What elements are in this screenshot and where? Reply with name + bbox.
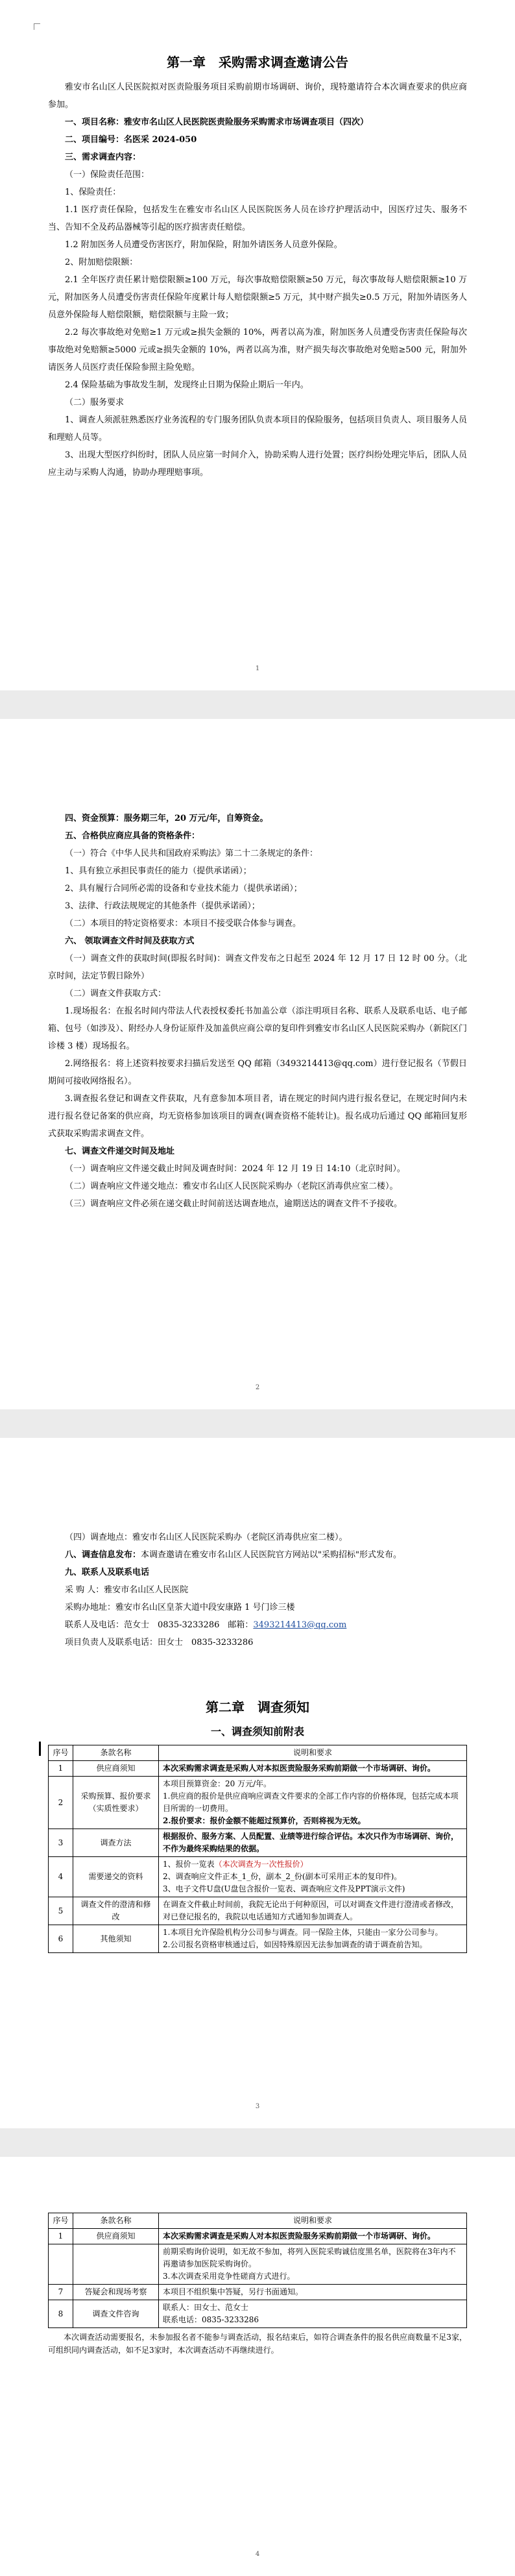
submission-location: （二）调查响应文件递交地点：雅安市名山区人民医院采购办（老院区消毒供应室二楼）。	[65, 1182, 398, 1191]
description-line: 在调查文件截止时间前，我院无论出于何种原因，可以对调查文件进行澄清或者修改，对已登记报名的，我院以电话通知方式通知参加调查人。	[163, 1900, 459, 1921]
description-line: 3、电子文件U盘(U盘包含报价一览表、调查响应文件及PPT演示文件)	[163, 1884, 405, 1893]
notice-table-title: 一、调查须知前附表	[210, 1725, 304, 1738]
submission-deadline: （一）调查响应文件递交截止时间及调查时间：2024 年 12 月 19 日 14:10（北京时间）。	[65, 1164, 405, 1174]
description-line: 前期采购询价说明，如无故不参加，将列入医院采购诚信度黑名单，医院将在3年内不再邀请参加医院采购询价。	[163, 2247, 456, 2268]
liability-1-2: 1.2 附加医务人员遭受伤害医疗，附加保险，附加外请医务人员意外保险。	[65, 240, 342, 250]
qualification-heading: 五、合格供应商应具备的资格条件：	[65, 831, 200, 841]
table-row	[49, 2229, 467, 2244]
row-clause: 调查文件的澄清和修改	[73, 1897, 159, 1925]
survey-location: （四）调查地点：雅安市名山区人民医院采购办（老院区消毒供应室二楼）。	[65, 1533, 348, 1542]
page-2	[0, 719, 515, 1409]
description-line: 本项目预算资金：20 万元/年。	[163, 1779, 272, 1788]
table-row	[49, 1829, 467, 1857]
header-no: 序号	[49, 1745, 73, 1761]
contact-heading: 九、联系人及联系电话	[65, 1568, 150, 1577]
row-number: 2	[49, 1777, 73, 1829]
description-line: 本次采购需求调查是采购人对本拟医责险服务采购前期做一个市场调研、询价。	[163, 2231, 436, 2241]
page-4	[0, 2157, 515, 2576]
row-clause: 需要递交的资料	[73, 1857, 159, 1897]
row-clause: 其他须知	[73, 1925, 159, 1953]
table-header-row	[49, 1745, 467, 1761]
row-number: 6	[49, 1925, 73, 1953]
service-req-heading: （二）服务要求	[65, 398, 125, 407]
row-clause: 供应商须知	[73, 1761, 159, 1777]
row-clause: 答疑会和现场考察	[73, 2285, 159, 2300]
plain-text: 1、报价一览表	[163, 1860, 215, 1869]
header-desc: 说明和要求	[159, 2213, 467, 2229]
row-clause: 调查文件咨询	[73, 2300, 159, 2328]
table-row	[49, 2300, 467, 2328]
description-line: 3.本次调查采用竞争性磋商方式进行。	[163, 2272, 295, 2281]
row-number: 1	[49, 1761, 73, 1777]
lead-contact: 项目负责人及联系电话：田女士 0835-3233286	[65, 1638, 254, 1647]
row-number: 5	[49, 1897, 73, 1925]
buyer-line: 采 购 人：雅安市名山区人民医院	[65, 1585, 189, 1595]
chapter-1-title	[48, 52, 467, 71]
row-description	[159, 1897, 467, 1925]
row-description	[159, 1761, 467, 1777]
contact-line	[48, 1616, 467, 1634]
office-address: 采购办地址：雅安市名山区皇茶大道中段安康路 1 号门诊三楼	[65, 1603, 295, 1612]
description-line: 2.公司报名资格审核通过后，如因特殊原因无法参加调查的请于调查前告知。	[163, 1940, 427, 1949]
obtain-time: （一）调查文件的获取时间(即报名时间)：调查文件发布之日起至 2024 年 12 月 17 日 12 时 00 分。（北京时间，法定节假日除外）	[48, 954, 467, 981]
qualification-3: 3、法律、行政法规规定的其他条件（提供承诺函）；	[65, 901, 260, 911]
registration-note-footer: 本次调查活动需要报名，未参加报名者不能参与调查活动，报名结束后，如符合调查条件的报名供应商数量不足3家，可组织同内调查活动，如不足3家时，本次调查活动不再继续进行。	[48, 2333, 467, 2355]
row-clause	[73, 2244, 159, 2285]
description-line: 联系人：田女士、范女士	[163, 2303, 249, 2312]
info-publish: 八、调查信息发布：本调查邀请在雅安市名山区人民医院官方网站以"采购招标"形式发布。	[65, 1550, 401, 1560]
description-line	[163, 1858, 462, 1871]
email-link[interactable]: 3493214413@qq.com	[253, 1620, 347, 1630]
chapter-number: 第一章	[167, 55, 206, 70]
scope-heading: （一）保险责任范围：	[65, 170, 150, 180]
table-row	[49, 2244, 467, 2285]
qualification-law: （一）符合《中华人民共和国政府采购法》第二十二条规定的条件：	[65, 849, 318, 858]
qualification-special: （二）本项目的特定资格要求：本项目不接受联合体参与调查。	[65, 919, 302, 929]
registration-note: 3.调查报名登记和调查文件获取，凡有意参加本项目者，请在规定的时间内进行报名登记，在规定时间内未进行报名登记备案的供应商，均无资格参加该项目的调查(调查资格不能转让)。报名成功后通过 QQ 邮箱回复形式获取采购需求调查文件。	[48, 1094, 467, 1139]
service-req-3: 3、出现大型医疗纠纷时，团队人员应第一时间介入，协助采购人进行处置；医疗纠纷处理完毕后，团队人员应主动与采购人沟通，协助办理理赔事项。	[48, 450, 467, 478]
row-number: 7	[49, 2285, 73, 2300]
page-number: 1	[255, 665, 260, 672]
limits-heading: 2、附加赔偿限额：	[65, 258, 138, 267]
description-line: 1.本项目允许保险机构分公司参与调查。同一保险主体，只能由一家分公司参与。	[163, 1928, 443, 1937]
table-row	[49, 1925, 467, 1953]
description-line: 2、调查响应文件正本_1_份，副本_2_份(副本可采用正本的复印件)。	[163, 1872, 402, 1881]
page-number: 2	[255, 1384, 260, 1391]
header-clause: 条款名称	[73, 2213, 159, 2229]
qualification-2: 2、具有履行合同所必需的设备和专业技术能力（提供承诺函）；	[65, 884, 302, 893]
page-corner-mark	[34, 23, 40, 30]
text-cursor	[39, 1742, 41, 1756]
submission-heading: 七、调查文件递交时间及地址	[65, 1147, 175, 1156]
liability-heading: 1、保险责任：	[65, 188, 121, 197]
row-number: 3	[49, 1829, 73, 1857]
description-line: 本项目不组织集中答疑，另行书面通知。	[163, 2287, 304, 2296]
description-line: 2.报价要求：报价金额不能超过预算价，否则将视为无效。	[163, 1816, 366, 1825]
notice-table	[48, 1745, 467, 1953]
row-description	[159, 1777, 467, 1829]
project-name: 一、项目名称：雅安市名山区人民医院医责险服务采购需求市场调查项目（四次）	[65, 117, 369, 127]
page-3	[0, 1438, 515, 2128]
row-description	[159, 1857, 467, 1897]
row-clause: 采购预算、报价要求（实质性要求）	[73, 1777, 159, 1829]
row-number: 1	[49, 2229, 73, 2244]
page-1	[0, 0, 515, 690]
description-line: 联系电话：0835-3233286	[163, 2315, 259, 2324]
chapter-heading: 采购需求调查邀请公告	[219, 55, 348, 70]
qualification-1: 1、具有独立承担民事责任的能力（提供承诺函）；	[65, 866, 252, 876]
row-description	[159, 2244, 467, 2285]
table-row	[49, 1777, 467, 1829]
header-desc: 说明和要求	[159, 1745, 467, 1761]
row-number: 4	[49, 1857, 73, 1897]
obtain-docs-heading: 六、 领取调查文件时间及获取方式	[65, 936, 195, 946]
table-row	[49, 1761, 467, 1777]
onsite-registration: 1.现场报名：在报名时间内带法人代表授权委托书加盖公章（添注明项目名称、联系人及联系电话、电子邮箱、包号（如涉及）、附经办人身份证原件及加盖供应商公章的复印件到雅安市名山区人民医院采购办（新院区门诊楼 3 楼）现场报名。	[48, 1006, 467, 1051]
limits-2-2: 2.2 每次事故绝对免赔≥1 万元或≥损失金额的 10%，两者以高为准，附加医务人员遭受伤害责任保险每次事故绝对免赔额≥5000 元或≥损失金额的 10%，两者以高为准，财产损失每次事故绝对免赔≥500 元，附加外请医务人员医疗责任保险参照主险免赔。	[48, 328, 467, 372]
page-number: 3	[255, 2103, 260, 2110]
intro-paragraph: 雅安市名山区人民医院拟对医责险服务项目采购前期市场调研、询价，现特邀请符合本次调查要求的供应商参加。	[48, 82, 467, 110]
budget-line: 四、资金预算：服务期三年，20 万元/年，自筹资金。	[65, 814, 269, 823]
header-no: 序号	[49, 2213, 73, 2229]
row-description	[159, 2229, 467, 2244]
row-description	[159, 1829, 467, 1857]
limits-2-1: 2.1 全年医疗责任累计赔偿限额≥100 万元，每次事故赔偿限额≥50 万元，每次事故每人赔偿限额≥10 万元，附加医务人员遭受伤害责任保险年度累计每人赔偿限额≥5 万元，其中财产损失≥0.5 万元，附加外请医务人员意外保险每人赔偿限额，赔偿限额与主险一致；	[48, 275, 467, 320]
row-number: 8	[49, 2300, 73, 2328]
project-number: 二、项目编号：名医采 2024-050	[65, 135, 197, 145]
description-line: 根据报价、服务方案、人员配置、业绩等进行综合评估。本次只作为市场调研、询价，不作为最终采购结果的依据。	[163, 1832, 459, 1853]
chapter-2-title: 第二章 调查须知	[206, 1699, 309, 1715]
obtain-method: （二）调查文件获取方式：	[65, 989, 167, 999]
limits-2-4: 2.4 保险基础为事故发生制，发现终止日期为保险止期后一年内。	[65, 380, 309, 390]
liability-1-1: 1.1 医疗责任保险，包括发生在雅安市名山区人民医院医务人员在诊疗护理活动中，因医疗过失、服务不当、告知不全及药品器械等引起的医疗损害责任赔偿。	[48, 205, 467, 232]
row-number	[49, 2244, 73, 2285]
notice-table-continued	[48, 2213, 467, 2328]
online-registration: 2.网络报名：将上述资料按要求扫描后发送至 QQ 邮箱（3493214413@qq.com）进行登记报名（节假日期间可接收网络报名）。	[48, 1059, 467, 1086]
page-number: 4	[255, 2551, 260, 2558]
table-row	[49, 2285, 467, 2300]
contact-prefix: 联系人及电话：范女士 0835-3233286 邮箱：	[65, 1620, 254, 1630]
row-clause: 供应商须知	[73, 2229, 159, 2244]
table-row	[49, 1857, 467, 1897]
service-req-1: 1、调查人须派驻熟悉医疗业务流程的专门服务团队负责本项目的保险服务，包括项目负责人、项目服务人员和理赔人员等。	[48, 415, 467, 443]
submission-late-note: （三）调查响应文件必须在递交截止时间前送达调查地点，逾期送达的调查文件不予接收。	[65, 1199, 403, 1209]
highlight-text: （本次调查为一次性报价）	[214, 1860, 308, 1869]
row-description	[159, 2285, 467, 2300]
description-line: 本次采购需求调查是采购人对本拟医责险服务采购前期做一个市场调研、询价。	[163, 1764, 436, 1773]
row-description	[159, 1925, 467, 1953]
row-description	[159, 2300, 467, 2328]
description-line: 1.供应商的报价是供应商响应调查文件要求的全部工作内容的价格体现，包括完成本项目所需的一切费用。	[163, 1792, 459, 1813]
section-3-heading: 三、需求调查内容：	[65, 152, 141, 162]
row-clause: 调查方法	[73, 1829, 159, 1857]
table-header-row	[49, 2213, 467, 2229]
header-clause: 条款名称	[73, 1745, 159, 1761]
table-row	[49, 1897, 467, 1925]
